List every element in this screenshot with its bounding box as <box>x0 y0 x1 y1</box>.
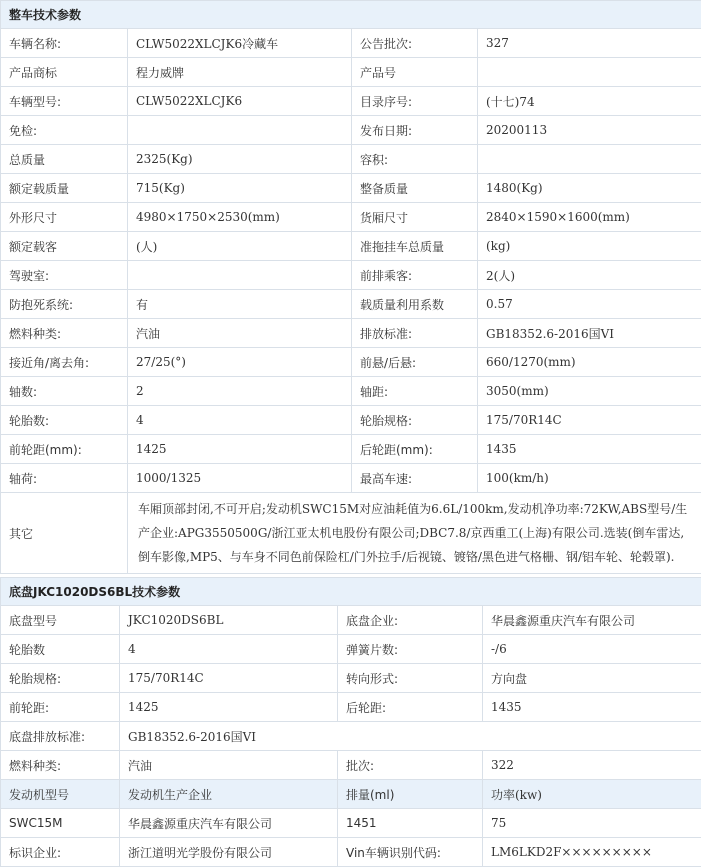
field-value: GB18352.6-2016国VI <box>478 319 701 348</box>
field-value: 715(Kg) <box>128 174 352 203</box>
field-value: 1425 <box>128 435 352 464</box>
field-value: 程力威牌 <box>128 58 352 87</box>
field-label: 前悬/后悬: <box>352 348 478 377</box>
field-value: 27/25(°) <box>128 348 352 377</box>
field-label: 整备质量 <box>352 174 478 203</box>
field-label: 公告批次: <box>352 29 478 58</box>
table-row <box>1 29 701 58</box>
field-value: 2840×1590×1600(mm) <box>478 203 701 232</box>
engine-row <box>1 809 701 838</box>
field-value: 75 <box>483 809 701 838</box>
field-value: 100(km/h) <box>478 464 701 493</box>
field-label: 转向形式: <box>338 664 483 693</box>
field-value: 有 <box>128 290 352 319</box>
field-value: 功率(kw) <box>483 780 701 809</box>
field-label: 免检: <box>1 116 128 145</box>
field-value: 1480(Kg) <box>478 174 701 203</box>
field-value: 660/1270(mm) <box>478 348 701 377</box>
field-label: 货厢尺寸 <box>352 203 478 232</box>
field-value: 4980×1750×2530(mm) <box>128 203 352 232</box>
field-label: 发动机型号 <box>1 780 120 809</box>
field-label: 目录序号: <box>352 87 478 116</box>
table-row <box>1 87 701 116</box>
field-label: 总质量 <box>1 145 128 174</box>
vehicle-section-title: 整车技术参数 <box>1 1 701 29</box>
field-value: -/6 <box>483 635 701 664</box>
field-label: 标识企业: <box>1 838 120 867</box>
field-label: 前轮距(mm): <box>1 435 128 464</box>
field-value <box>478 145 701 174</box>
field-value: 2 <box>128 377 352 406</box>
table-row <box>1 464 701 493</box>
field-value: 175/70R14C <box>120 664 338 693</box>
emission-row <box>1 722 701 751</box>
field-label: 额定载质量 <box>1 174 128 203</box>
field-label: 容积: <box>352 145 478 174</box>
field-value: 20200113 <box>478 116 701 145</box>
field-label: 轮胎规格: <box>352 406 478 435</box>
table-row <box>1 232 701 261</box>
field-value: JKC1020DS6BL <box>120 606 338 635</box>
emission-value: GB18352.6-2016国VI <box>120 722 701 751</box>
field-value: 2(人) <box>478 261 701 290</box>
marker-row <box>1 838 701 867</box>
field-value: 1435 <box>483 693 701 722</box>
table-row <box>1 664 701 693</box>
other-label: 其它 <box>1 493 128 574</box>
field-label: 载质量利用系数 <box>352 290 478 319</box>
field-label: 防抱死系统: <box>1 290 128 319</box>
field-value: 0.57 <box>478 290 701 319</box>
field-value: 2325(Kg) <box>128 145 352 174</box>
field-label: 燃料种类: <box>1 751 120 780</box>
table-row <box>1 58 701 87</box>
field-value <box>128 261 352 290</box>
field-label: 车辆型号: <box>1 87 128 116</box>
table-row <box>1 693 701 722</box>
table-row <box>1 116 701 145</box>
field-value: 华晨鑫源重庆汽车有限公司 <box>483 606 701 635</box>
fuel-row <box>1 751 701 780</box>
field-label: 接近角/离去角: <box>1 348 128 377</box>
field-value: 175/70R14C <box>478 406 701 435</box>
chassis-section-title: 底盘JKC1020DS6BL技术参数 <box>1 578 701 606</box>
table-row <box>1 174 701 203</box>
field-label: 轴数: <box>1 377 128 406</box>
field-label: 外形尺寸 <box>1 203 128 232</box>
field-label: 后轮距: <box>338 693 483 722</box>
field-value <box>128 116 352 145</box>
chassis-params-table <box>0 577 701 867</box>
field-value: 1000/1325 <box>128 464 352 493</box>
field-label: 最高车速: <box>352 464 478 493</box>
table-row <box>1 377 701 406</box>
field-label: Vin车辆识别代码: <box>338 838 483 867</box>
field-value: 发动机生产企业 <box>120 780 338 809</box>
field-label: 准拖挂车总质量 <box>352 232 478 261</box>
field-value: (十七)74 <box>478 87 701 116</box>
field-label: 排放标准: <box>352 319 478 348</box>
field-label: 轮胎数: <box>1 406 128 435</box>
table-row <box>1 203 701 232</box>
field-label: 车辆名称: <box>1 29 128 58</box>
field-label: 后轮距(mm): <box>352 435 478 464</box>
field-value: 4 <box>128 406 352 435</box>
field-value: 1435 <box>478 435 701 464</box>
field-value: (人) <box>128 232 352 261</box>
field-label: 前轮距: <box>1 693 120 722</box>
table-row <box>1 145 701 174</box>
field-value: CLW5022XLCJK6冷藏车 <box>128 29 352 58</box>
field-label: 前排乘客: <box>352 261 478 290</box>
field-value: CLW5022XLCJK6 <box>128 87 352 116</box>
field-value: 浙江道明光学股份有限公司 <box>120 838 338 867</box>
field-value: 1425 <box>120 693 338 722</box>
field-value: 华晨鑫源重庆汽车有限公司 <box>120 809 338 838</box>
field-value: 方向盘 <box>483 664 701 693</box>
field-label: 批次: <box>338 751 483 780</box>
field-label: 产品商标 <box>1 58 128 87</box>
field-label: SWC15M <box>1 809 120 838</box>
field-label: 产品号 <box>352 58 478 87</box>
field-value: (kg) <box>478 232 701 261</box>
other-row <box>1 493 701 574</box>
table-row <box>1 435 701 464</box>
emission-label: 底盘排放标准: <box>1 722 120 751</box>
field-value: LM6LKD2F××××××××× <box>483 838 701 867</box>
field-label: 1451 <box>338 809 483 838</box>
field-value: 汽油 <box>128 319 352 348</box>
field-label: 燃料种类: <box>1 319 128 348</box>
field-label: 底盘型号 <box>1 606 120 635</box>
field-label: 排量(ml) <box>338 780 483 809</box>
field-label: 发布日期: <box>352 116 478 145</box>
field-label: 轴荷: <box>1 464 128 493</box>
field-value <box>478 58 701 87</box>
other-text: 车厢顶部封闭,不可开启;发动机SWC15M对应油耗值为6.6L/100km,发动机净功率:72KW,ABS型号/生产企业:APG3550500G/浙江亚太机电股份有限公司;DBC7.8/京西重工(上海)有限公司.选装(倒车雷达,倒车影像,MP5、与车身不同色前保险杠/门外拉手/后视镜、镀铬/黑色进气格栅、钢/铝车轮、轮毂罩). <box>128 493 701 574</box>
field-value: 3050(mm) <box>478 377 701 406</box>
field-label: 弹簧片数: <box>338 635 483 664</box>
table-row <box>1 635 701 664</box>
field-value: 4 <box>120 635 338 664</box>
field-value: 322 <box>483 751 701 780</box>
field-value: 汽油 <box>120 751 338 780</box>
table-row <box>1 290 701 319</box>
field-label: 轴距: <box>352 377 478 406</box>
table-row <box>1 406 701 435</box>
table-row <box>1 319 701 348</box>
field-label: 轮胎数 <box>1 635 120 664</box>
field-label: 驾驶室: <box>1 261 128 290</box>
field-label: 额定载客 <box>1 232 128 261</box>
table-row <box>1 606 701 635</box>
field-label: 轮胎规格: <box>1 664 120 693</box>
field-label: 底盘企业: <box>338 606 483 635</box>
table-row <box>1 348 701 377</box>
engine-header-row <box>1 780 701 809</box>
table-row <box>1 261 701 290</box>
field-value: 327 <box>478 29 701 58</box>
